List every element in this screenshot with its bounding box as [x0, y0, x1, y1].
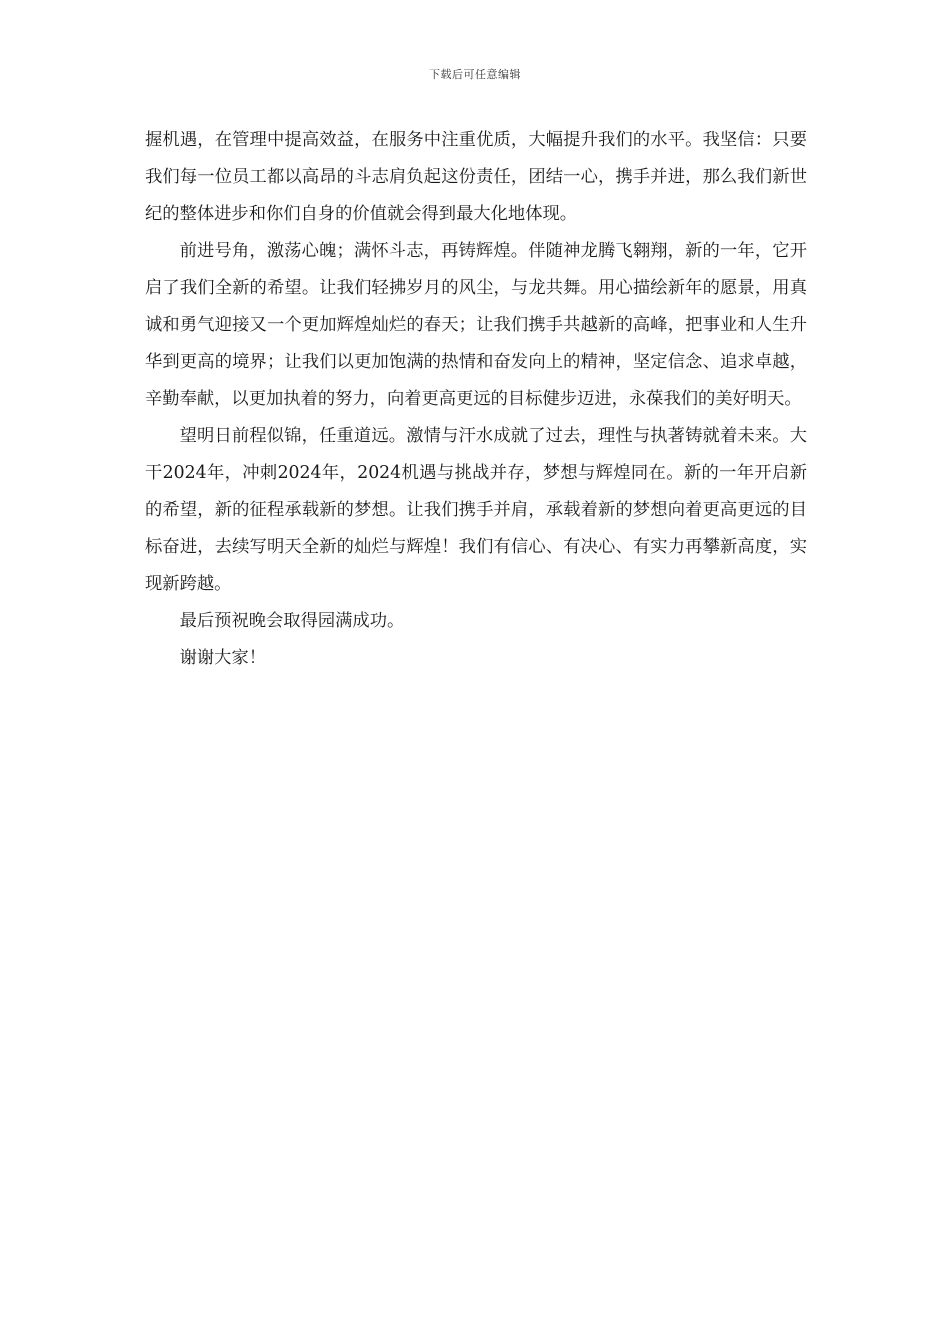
paragraph-thanks: 谢谢大家！ — [179, 648, 267, 668]
paragraph: 望明日前程似锦，任重道远。激情与汗水成就了过去，理性与执著铸就着未来。大干2024年，冲刺2024年，2024机遇与挑战并存，梦想与辉煌同在。新的一年开启新的希望，新的征程承载新的梦想。让我们携手并肩，承载着新的梦想向着更高更远的目标奋进，去续写明天全新的灿烂与辉煌！我们有信心、有决心、有实力再攀新高度，实现新跨越。 — [145, 426, 807, 594]
document-body — [145, 122, 807, 677]
paragraph: 前进号角，激荡心魄；满怀斗志，再铸辉煌。伴随神龙腾飞翱翔，新的一年，它开启了我们全新的希望。让我们轻拂岁月的风尘，与龙共舞。用心描绘新年的愿景，用真诚和勇气迎接又一个更加辉煌灿烂的春天；让我们携手共越新的高峰，把事业和人生升华到更高的境界；让我们以更加饱满的热情和奋发向上的精神，坚定信念、追求卓越，辛勤奉献，以更加执着的努力，向着更高更远的目标健步迈进，永葆我们的美好明天。 — [145, 241, 807, 409]
paragraph-continued: 握机遇，在管理中提高效益，在服务中注重优质，大幅提升我们的水平。我坚信：只要我们每一位员工都以高昂的斗志肩负起这份责任，团结一心，携手并进，那么我们新世纪的整体进步和你们自身的价值就会得到最大化地体现。 — [145, 130, 807, 224]
page-header: 下载后可任意编辑 — [429, 68, 521, 81]
paragraph-closing-wish: 最后预祝晚会取得园满成功。 — [179, 611, 405, 631]
